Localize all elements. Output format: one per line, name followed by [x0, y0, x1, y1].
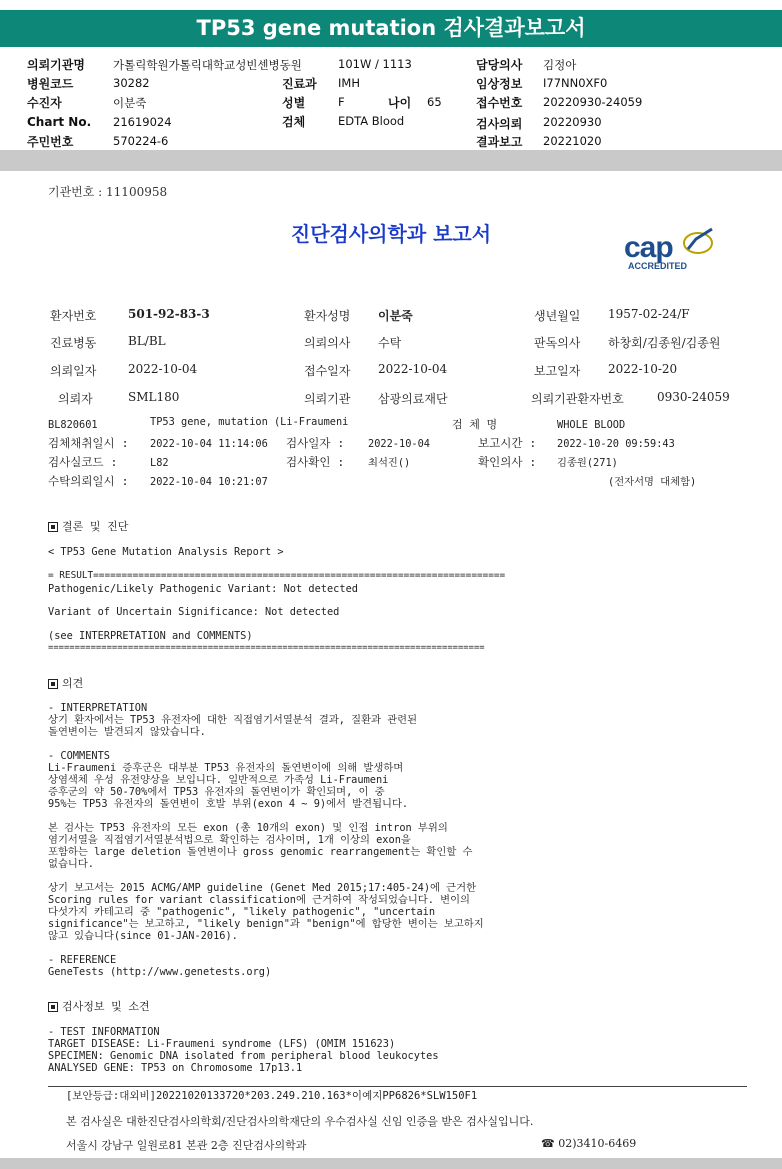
- report-title-bar: TP53 gene mutation 검사결과보고서: [0, 10, 782, 47]
- header-label: Chart No.: [27, 115, 92, 129]
- info-heading: 검사정보 및 소견: [48, 1001, 150, 1013]
- patient-label: 진료병동: [50, 336, 97, 350]
- opinion-line: 없습니다.: [48, 858, 94, 870]
- room-value: L82: [150, 457, 169, 469]
- patient-value: BL/BL: [128, 334, 166, 348]
- patient-value: SML180: [128, 390, 180, 404]
- patient-value: 2022-10-04: [378, 362, 448, 376]
- opinion-line: 포함하는 large deletion 돌연변이나 gross genomic rearrangement는 확인할 수: [48, 846, 473, 858]
- patient-id: 501-92-83-3: [128, 307, 210, 321]
- confirm-label: 검사확인 :: [286, 455, 345, 469]
- header-label: 주민번호: [27, 135, 74, 149]
- request-value: 2022-10-04 10:21:07: [150, 476, 268, 488]
- esign-note: (전자서명 대체함): [608, 476, 697, 488]
- institution-number: 기관번호 : 11100958: [48, 185, 168, 199]
- header-value: 20220930-24059: [543, 95, 643, 109]
- opinion-line: significance"는 보고하고, "likely benign"과 "benign"에 합당한 변이는 보고하지: [48, 918, 484, 930]
- test-date-value: 2022-10-04: [368, 438, 430, 450]
- info-line: ANALYSED GENE: TP53 on Chromosome 17p13.1: [48, 1062, 303, 1074]
- section-bullet-icon: [48, 522, 58, 532]
- opinion-line: GeneTests (http://www.genetests.org): [48, 966, 272, 978]
- patient-value: 2022-10-04: [128, 362, 198, 376]
- header-label: 임상정보: [476, 77, 523, 91]
- header-value: 20221020: [543, 134, 602, 148]
- result-line: < TP53 Gene Mutation Analysis Report >: [48, 546, 284, 558]
- report-heading: 진단검사의학과 보고서: [290, 222, 492, 246]
- patient-label: 접수일자: [304, 364, 351, 378]
- result-heading: 결론 및 진단: [48, 521, 128, 533]
- header-value: 이분죽: [113, 96, 147, 110]
- opinion-line: 상기 환자에서는 TP53 유전자에 대한 직접염기서열분석 결과, 질환과 관련된: [48, 714, 418, 726]
- opinion-line: 돌연변이는 발견되지 않았습니다.: [48, 726, 206, 738]
- header-label: 의뢰기관명: [27, 58, 85, 72]
- room-label: 검사실코드 :: [48, 455, 118, 469]
- section-bullet-icon: [48, 1002, 58, 1012]
- opinion-line: 염기서열을 직접염기서열분석법으로 확인하는 검사이며, 1개 이상의 exon을: [48, 834, 411, 846]
- opinion-line: - COMMENTS: [48, 750, 110, 762]
- opinion-line: - REFERENCE: [48, 954, 117, 966]
- patient-name: 이분죽: [378, 309, 413, 323]
- request-label: 수탁의뢰일시 :: [48, 474, 129, 488]
- header-value: I77NN0XF0: [543, 76, 608, 90]
- patient-label: 의뢰일자: [50, 364, 97, 378]
- header-value: 가톨릭학원가톨릭대학교성빈센병동원: [113, 58, 302, 72]
- test-name: TP53 gene, mutation (Li-Fraumeni: [150, 416, 349, 428]
- footer-divider: [48, 1086, 747, 1087]
- certification-note: 본 검사실은 대한진단검사의학회/진단검사의학재단의 우수검사실 신임 인증을 받은 검사실입니다.: [66, 1115, 534, 1128]
- result-line: ==================================================================================: [48, 643, 485, 653]
- header-label: 검사의뢰: [476, 117, 523, 131]
- header-value: 21619024: [113, 115, 172, 129]
- opinion-line: 않고 있습니다(since 01-JAN-2016).: [48, 930, 238, 942]
- header-label: 진료과: [282, 77, 317, 91]
- patient-birth: 1957-02-24/F: [608, 307, 690, 321]
- header-value: F: [338, 95, 345, 109]
- opinion-line: 95%는 TP53 유전자의 돌연변이 호발 부위(exon 4 ~ 9)에서 발견됩니다.: [48, 798, 409, 810]
- patient-label: 의뢰기관: [304, 392, 351, 406]
- header-value: 30282: [113, 76, 150, 90]
- confirm-value: 최석진(): [368, 457, 411, 469]
- specimen-label: 검 체 명: [452, 418, 498, 431]
- opinion-line: Scoring rules for variant classification에 근거하여 작성되었습니다. 변이의: [48, 894, 470, 906]
- opinion-line: - INTERPRETATION: [48, 702, 148, 714]
- test-code: BL820601: [48, 419, 98, 431]
- opinion-line: 다섯가지 카테고리 중 "pathogenic", "likely pathogenic", "uncertain: [48, 906, 436, 918]
- report-time-label: 보고시간 :: [478, 436, 537, 450]
- header-label: 성별: [282, 96, 306, 110]
- patient-label: 의뢰의사: [304, 336, 351, 350]
- info-line: - TEST INFORMATION: [48, 1026, 160, 1038]
- result-line: Variant of Uncertain Significance: Not detected: [48, 606, 340, 618]
- info-line: TARGET DISEASE: Li-Fraumeni syndrome (LFS) (OMIM 151623): [48, 1038, 396, 1050]
- patient-label: 환자성명: [304, 309, 351, 323]
- opinion-line: Li-Fraumeni 증후군은 대부분 TP53 유전자의 돌연변이에 의해 발생하며: [48, 762, 404, 774]
- header-value: 김정아: [543, 58, 577, 72]
- cap-accredited-logo: cap ACCREDITED: [616, 225, 726, 273]
- patient-label: 생년월일: [534, 309, 581, 323]
- patient-value: 삼광의료재단: [378, 392, 448, 406]
- patient-label: 환자번호: [50, 309, 97, 323]
- test-date-label: 검사일자 :: [286, 436, 345, 450]
- patient-value: 하창회/김종원/김종원: [608, 336, 721, 350]
- opinion-line: 상기 보고서는 2015 ACMG/AMP guideline (Genet Med 2015;17:405-24)에 근거한: [48, 882, 477, 894]
- department-phone: ☎ 02)3410-6469: [541, 1137, 637, 1150]
- separator-bar: [0, 150, 782, 171]
- section-bullet-icon: [48, 679, 58, 689]
- patient-label: 의뢰자: [58, 392, 93, 406]
- opinion-line: 상염색체 우성 유전양상을 보입니다. 일반적으로 가족성 Li-Fraumeni: [48, 774, 389, 786]
- opinion-heading: 의견: [48, 678, 83, 690]
- patient-label: 보고일자: [534, 364, 581, 378]
- header-value: 20220930: [543, 115, 602, 129]
- info-line: SPECIMEN: Genomic DNA isolated from peripheral blood leukocytes: [48, 1050, 439, 1062]
- header-label: 검체: [282, 115, 306, 129]
- opinion-line: 본 검사는 TP53 유전자의 모든 exon (총 10개의 exon) 및 인접 intron 부위의: [48, 822, 448, 834]
- header-label: 나이: [388, 96, 412, 110]
- collect-value: 2022-10-04 11:14:06: [150, 438, 268, 450]
- header-label: 접수번호: [476, 96, 523, 110]
- result-line: Pathogenic/Likely Pathogenic Variant: Not detected: [48, 583, 358, 595]
- header-label: 담당의사: [476, 58, 523, 72]
- bottom-bar: [0, 1158, 782, 1169]
- patient-value: 수탁: [378, 336, 402, 350]
- header-value: 570224-6: [113, 134, 169, 148]
- header-label: 병원코드: [27, 77, 74, 91]
- specimen-value: WHOLE BLOOD: [557, 419, 626, 431]
- result-line: (see INTERPRETATION and COMMENTS): [48, 630, 253, 642]
- header-value: 101W / 1113: [338, 57, 412, 71]
- patient-label: 의뢰기관환자번호: [531, 392, 624, 406]
- opinion-line: 증후군의 약 50-70%에서 TP53 유전자의 돌연변이가 확인되며, 이 중: [48, 786, 385, 798]
- result-line: = RESULT=========================================================================: [48, 570, 506, 581]
- patient-value: 0930-24059: [657, 390, 730, 404]
- collect-label: 검체채취일시 :: [48, 436, 129, 450]
- header-value: IMH: [338, 76, 360, 90]
- header-value: 65: [427, 95, 442, 109]
- header-label: 수진자: [27, 96, 62, 110]
- department-address: 서울시 강남구 일원로81 본관 2층 진단검사의학과: [66, 1139, 307, 1152]
- report-time-value: 2022-10-20 09:59:43: [557, 438, 675, 450]
- header-label: 결과보고: [476, 135, 523, 149]
- security-line: [보안등급:대외비]20221020133720*203.249.210.163*이예지PP6826*SLW150F1: [66, 1090, 478, 1102]
- doctor-label: 확인의사 :: [478, 455, 537, 469]
- patient-value: 2022-10-20: [608, 362, 678, 376]
- doctor-value: 김종원(271): [557, 457, 618, 469]
- patient-label: 판독의사: [534, 336, 581, 350]
- header-value: EDTA Blood: [338, 114, 405, 128]
